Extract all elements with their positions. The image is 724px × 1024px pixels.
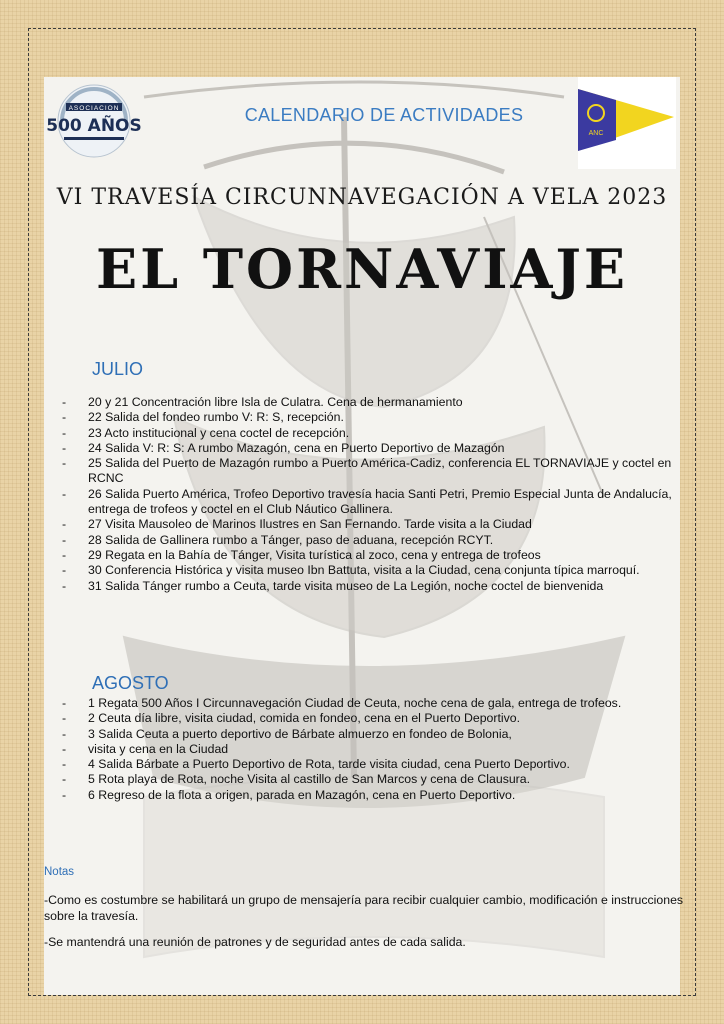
- list-item: - visita y cena en la Ciudad: [62, 742, 674, 757]
- event-main-title: EL TORNAVIAJE: [95, 237, 629, 301]
- list-item: - 24 Salida V: R: S: A rumbo Mazagón, cena en Puerto Deportivo de Mazagón: [62, 441, 674, 456]
- list-item: - 4 Salida Bárbate a Puerto Deportivo de Rota, tarde visita ciudad, cena Puerto Deportivo.: [62, 757, 674, 772]
- note-item: -Como es costumbre se habilitará un grupo de mensajería para recibir cualquier cambio, modificación e instrucciones sobre la travesía.: [44, 893, 684, 923]
- list-item: - 30 Conferencia Histórica y visita museo Ibn Battuta, visita a la Ciudad, cena conjunta típica marroquí.: [62, 563, 674, 578]
- list-item: - 31 Salida Tánger rumbo a Ceuta, tarde visita museo de La Legión, noche coctel de bienvenida: [62, 579, 674, 594]
- list-item: - 3 Salida Ceuta a puerto deportivo de Bárbate almuerzo en fondeo de Bolonia,: [62, 727, 674, 742]
- flyer-page: [44, 77, 684, 995]
- list-item: - 25 Salida del Puerto de Mazagón rumbo a Puerto América-Cadiz, conferencia EL TORNAVIAJE y coctel en RCNC: [62, 456, 674, 487]
- list-item: - 1 Regata 500 Años I Circunnavegación Ciudad de Ceuta, noche cena de gala, entrega de trofeos.: [62, 696, 674, 711]
- list-item: - 29 Regata en la Bahía de Tánger, Visita turística al zoco, cena y entrega de trofeos: [62, 548, 674, 563]
- list-item: - 22 Salida del fondeo rumbo V: R: S, recepción.: [62, 410, 674, 425]
- event-subtitle: VI TRAVESÍA CIRCUNNAVEGACIÓN A VELA 2023: [56, 185, 668, 210]
- logo-left-top-text: ASOCIACION: [68, 105, 120, 112]
- list-item: - 5 Rota playa de Rota, noche Visita al castillo de San Marcos y cena de Clausura.: [62, 772, 674, 787]
- list-item: - 2 Ceuta día libre, visita ciudad, comida en fondeo, cena en el Puerto Deportivo.: [62, 711, 674, 726]
- list-item: - 27 Visita Mausoleo de Marinos Ilustres en San Fernando. Tarde visita a la Ciudad: [62, 517, 674, 532]
- month-heading-agosto: AGOSTO: [92, 673, 169, 693]
- asociacion-500-anos-logo: [46, 83, 142, 163]
- agosto-event-list: [62, 696, 674, 803]
- notes-heading: Notas: [44, 866, 75, 878]
- calendar-title: CALENDARIO DE ACTIVIDADES: [244, 105, 524, 125]
- note-item: -Se mantendrá una reunión de patrones y de seguridad antes de cada salida.: [44, 935, 466, 949]
- anc-pennant-logo: [578, 77, 676, 169]
- logo-left-main-text: 500 AÑOS: [46, 116, 142, 136]
- logo-right-text: ANC: [588, 130, 604, 137]
- list-item: - 20 y 21 Concentración libre Isla de Culatra. Cena de hermanamiento: [62, 395, 674, 410]
- list-item: - 23 Acto institucional y cena coctel de recepción.: [62, 426, 674, 441]
- list-item: - 6 Regreso de la flota a origen, parada en Mazagón, cena en Puerto Deportivo.: [62, 788, 674, 803]
- list-item: - 26 Salida Puerto América, Trofeo Deportivo travesía hacia Santi Petri, Premio Especial Junta de Andalucía, entrega de trofeos y coctel en el Club Náutico Gallinera.: [62, 487, 674, 518]
- month-heading-julio: JULIO: [92, 359, 144, 379]
- julio-event-list: [62, 395, 674, 594]
- list-item: - 28 Salida de Gallinera rumbo a Tánger, paso de aduana, recepción RCYT.: [62, 533, 674, 548]
